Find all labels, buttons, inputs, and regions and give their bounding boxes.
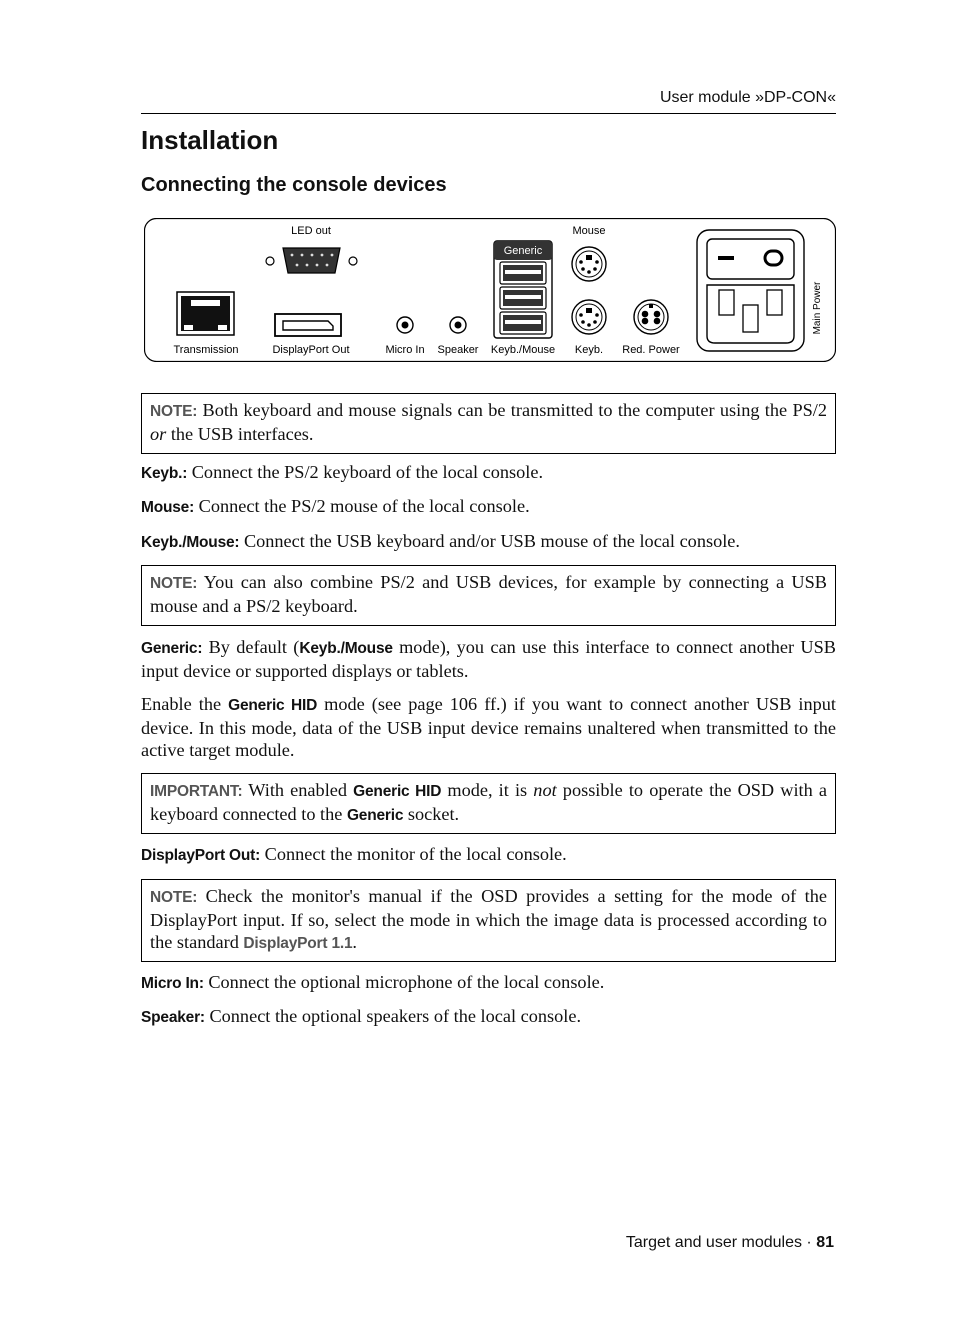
micro-in-paragraph xyxy=(141,971,836,995)
page-footer xyxy=(626,1234,834,1252)
note-box xyxy=(141,565,836,626)
paragraph-text: Connect the PS/2 keyboard of the local console. xyxy=(187,462,544,482)
speaker-label: Speaker xyxy=(437,344,479,356)
section-title: Connecting the console devices xyxy=(141,174,447,196)
keyword: Generic xyxy=(346,807,404,824)
term-label: Micro In: xyxy=(141,975,204,992)
generic-paragraph xyxy=(141,636,836,682)
ps2-mouse-port-icon xyxy=(572,247,606,281)
micro-in-label: Micro In xyxy=(385,344,425,356)
keyword: DisplayPort 1.1 xyxy=(243,935,353,952)
main-power-socket-icon xyxy=(697,230,804,351)
micro-in-jack-icon xyxy=(397,317,413,333)
speaker-jack-icon xyxy=(450,317,466,333)
mouse-paragraph xyxy=(141,495,836,519)
keyb-mouse-paragraph xyxy=(141,530,836,554)
mouse-label: Mouse xyxy=(572,225,606,237)
term-label: Keyb./Mouse: xyxy=(141,534,240,551)
note-emphasis: not xyxy=(533,780,557,800)
speaker-paragraph xyxy=(141,1005,836,1029)
paragraph-text: Connect the PS/2 mouse of the local console. xyxy=(194,496,530,516)
main-power-label: Main Power xyxy=(812,281,823,335)
note-label: NOTE: xyxy=(150,575,198,592)
term-label: Mouse: xyxy=(141,499,195,516)
note-text: Check the monitor's manual if the OSD provides a setting for the mode of the DisplayPort input. If so, select the mode in which the image data is processed according to the standard xyxy=(150,886,827,952)
important-label: IMPORTANT: xyxy=(150,783,243,800)
keyword: Generic HID xyxy=(353,783,442,800)
term-label: DisplayPort Out: xyxy=(141,847,261,864)
keyb-paragraph xyxy=(141,461,836,485)
running-header: User module »DP-CON« xyxy=(659,89,836,106)
note-text: mode, it is xyxy=(441,780,534,800)
note-label: NOTE: xyxy=(150,889,198,906)
rj45-port-icon xyxy=(177,292,234,335)
paragraph-text: Connect the optional microphone of the local console. xyxy=(203,972,605,992)
ps2-keyboard-port-icon xyxy=(572,300,606,334)
redundant-power-port-icon xyxy=(634,300,668,334)
paragraph-text: mode (see page 106 ff.) if you want to connect another USB input device. In this mode, data of the USB input device remains unaltered when transmitted to the active target module. xyxy=(141,694,837,760)
paragraph-text: Connect the monitor of the local console. xyxy=(260,844,567,864)
keyb-mouse-label: Keyb./Mouse xyxy=(490,344,556,356)
paragraph-text: Connect the USB keyboard and/or USB mouse of the local console. xyxy=(239,531,740,551)
note-text: socket. xyxy=(403,804,460,824)
displayport-out-label: DisplayPort Out xyxy=(272,344,350,356)
term-label: Generic: xyxy=(141,640,203,657)
keyb-label: Keyb. xyxy=(574,344,604,356)
paragraph-text: Enable the xyxy=(141,694,229,714)
note-text: . xyxy=(352,932,357,952)
enable-paragraph xyxy=(141,693,836,761)
page-number: 81 xyxy=(816,1234,834,1251)
header-rule xyxy=(141,113,836,114)
keyword: Keyb./Mouse xyxy=(299,640,393,657)
page-title: Installation xyxy=(141,125,279,155)
note-text: possible to operate the OSD with a keyboard connected to the xyxy=(150,780,828,824)
generic-label: Generic xyxy=(503,245,543,257)
term-label: Speaker: xyxy=(141,1009,205,1026)
led-out-label: LED out xyxy=(291,225,331,237)
footer-text: Target and user modules · xyxy=(625,1234,817,1251)
note-box xyxy=(141,393,836,454)
note-box xyxy=(141,879,836,962)
note-text: With enabled xyxy=(242,780,354,800)
note-text: You can also combine PS/2 and USB devices, for example by connecting a USB mouse and a PS/2 keyboard. xyxy=(150,572,827,616)
important-box xyxy=(141,773,836,834)
term-label: Keyb.: xyxy=(141,465,188,482)
paragraph-text: Connect the optional speakers of the local console. xyxy=(204,1006,582,1026)
paragraph-text: mode), you can use this interface to connect another USB input device or supported displays or tablets. xyxy=(141,637,836,681)
transmission-label: Transmission xyxy=(173,344,239,356)
displayport-out-paragraph xyxy=(141,843,836,867)
note-emphasis: or xyxy=(150,424,167,444)
paragraph-text: By default ( xyxy=(202,637,300,657)
keyword: Generic HID xyxy=(228,697,318,714)
note-label: NOTE: xyxy=(150,403,198,420)
red-power-label: Red. Power xyxy=(622,344,680,356)
note-text: the USB interfaces. xyxy=(166,424,314,444)
note-text: Both keyboard and mouse signals can be transmitted to the computer using the PS/2 xyxy=(197,400,827,420)
displayport-icon xyxy=(275,314,341,336)
device-rear-panel-diagram xyxy=(144,218,836,362)
